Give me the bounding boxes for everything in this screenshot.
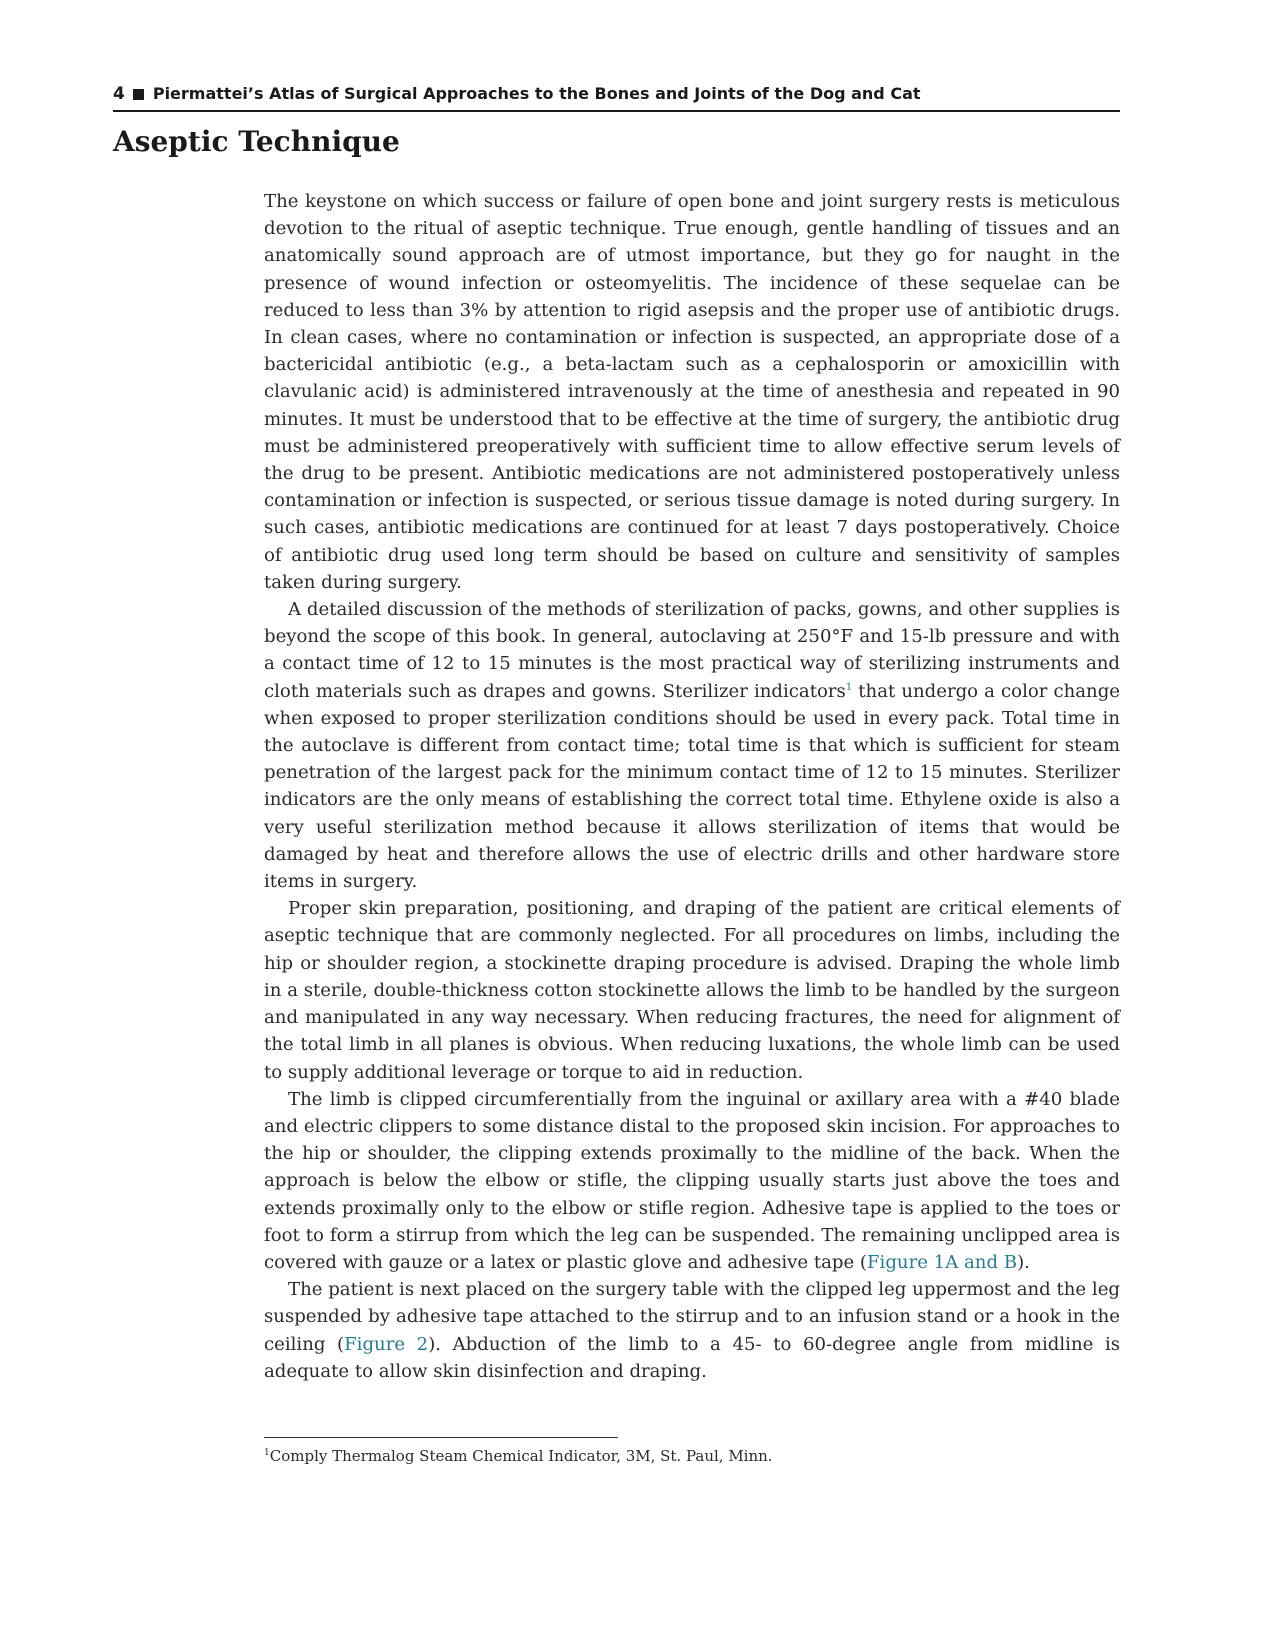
section-heading: Aseptic Technique (113, 125, 400, 158)
paragraph-2-text-a: A detailed discussion of the methods of sterilization of packs, gowns, and other supplies is beyond the scope of this book. In general, autoclaving at 250°F and 15-lb pressure and with a contact time of 12 to 15 minutes is the most practical way of sterilizing instruments and cloth materials such as drapes and gowns. Sterilizer indicators (264, 599, 1120, 702)
footnote-marker: 1 (264, 1448, 270, 1458)
paragraph-3: Proper skin preparation, positioning, and draping of the patient are critical elements of aseptic technique that are commonly neglected. For all procedures on limbs, including the hip or shoulder region, a stockinette draping procedure is advised. Draping the whole limb in a sterile, double-thickness cotton stockinette allows the limb to be handled by the surgeon and manipulated in any way necessary. When reducing fractures, the need for alignment of the total limb in all planes is obvious. When reducing luxations, the whole limb can be used to supply additional leverage or torque to aid in reduction. (264, 898, 1120, 1083)
paragraph-4-text-a: The limb is clipped circumferentially from the inguinal or axillary area with a #40 blade and electric clippers to some distance distal to the proposed skin incision. For approaches to the hip or shoulder, the clipping extends proximally to the midline of the back. When the approach is below the elbow or stifle, the clipping usually starts just above the toes and extends proximally only to the elbow or stifle region. Adhesive tape is applied to the toes or foot to form a stirrup from which the leg can be suspended. The remaining unclipped area is covered with gauze or a latex or plastic glove and adhesive tape ( (264, 1088, 1120, 1273)
footnote (264, 1447, 773, 1465)
running-title: Piermattei’s Atlas of Surgical Approaches to the Bones and Joints of the Dog and Cat (152, 84, 921, 103)
paragraph-1: The keystone on which success or failure of open bone and joint surgery rests is meticulous devotion to the ritual of aseptic technique. True enough, gentle handling of tissues and an anatomically sound approach are of utmost importance, but they go for naught in the presence of wound infection or osteomyelitis. The incidence of these sequelae can be reduced to less than 3% by attention to rigid asepsis and the proper use of antibiotic drugs. In clean cases, where no contamination or infection is suspected, an appropriate dose of a bactericidal antibiotic (e.g., a beta-lactam such as a cephalosporin or amoxicillin with clavulanic acid) is administered intravenously at the time of anesthesia and repeated in 90 minutes. It must be understood that to be effective at the time of surgery, the antibiotic drug must be administered preoperatively with sufficient time to allow effective serum levels of the drug to be present. Antibiotic medications are not administered postoperatively unless contamination or infection is suspected, or serious tissue damage is noted during surgery. In such cases, antibiotic medications are continued for at least 7 days postoperatively. Choice of antibiotic drug used long term should be based on culture and sensitivity of samples taken during surgery. (264, 191, 1120, 593)
paragraph-5-text-a: The patient is next placed on the surgery table with the clipped leg uppermost and the leg suspended by adhesive tape attached to the stirrup and to an infusion stand or a hook in the ceiling ( (264, 1279, 1120, 1355)
paragraph-2-text-b: that undergo a color change when exposed to proper sterilization conditions should be used in every pack. Total time in the autoclave is different from contact time; total time is that which is sufficient for steam penetration of the largest pack for the minimum contact time of 12 to 15 minutes. Sterilizer indicators are the only means of establishing the correct total time. Ethylene oxide is also a very useful sterilization method because it allows sterilization of items that would be damaged by heat and therefore allows the use of electric drills and other hardware store items in surgery. (264, 680, 1120, 893)
running-header (113, 84, 1120, 112)
footnote-reference-link[interactable]: 1 (845, 681, 853, 693)
paragraph-5-text-b: ). Abduction of the limb to a 45- to 60-degree angle from midline is adequate to allow skin disinfection and draping. (264, 1333, 1121, 1382)
paragraph-4 (264, 1086, 1120, 1276)
figure-2-link[interactable]: Figure 2 (344, 1333, 429, 1355)
footnote-divider (264, 1437, 618, 1438)
page-number: 4 (113, 84, 125, 104)
body-text (264, 188, 1120, 1385)
figure-1-link[interactable]: Figure 1A and B (867, 1251, 1018, 1273)
footnote-text: Comply Thermalog Steam Chemical Indicator, 3M, St. Paul, Minn. (269, 1447, 773, 1465)
paragraph-2 (264, 596, 1120, 895)
paragraph-5 (264, 1276, 1120, 1385)
paragraph-4-text-b: ). (1017, 1251, 1030, 1273)
square-bullet-icon (133, 89, 144, 100)
